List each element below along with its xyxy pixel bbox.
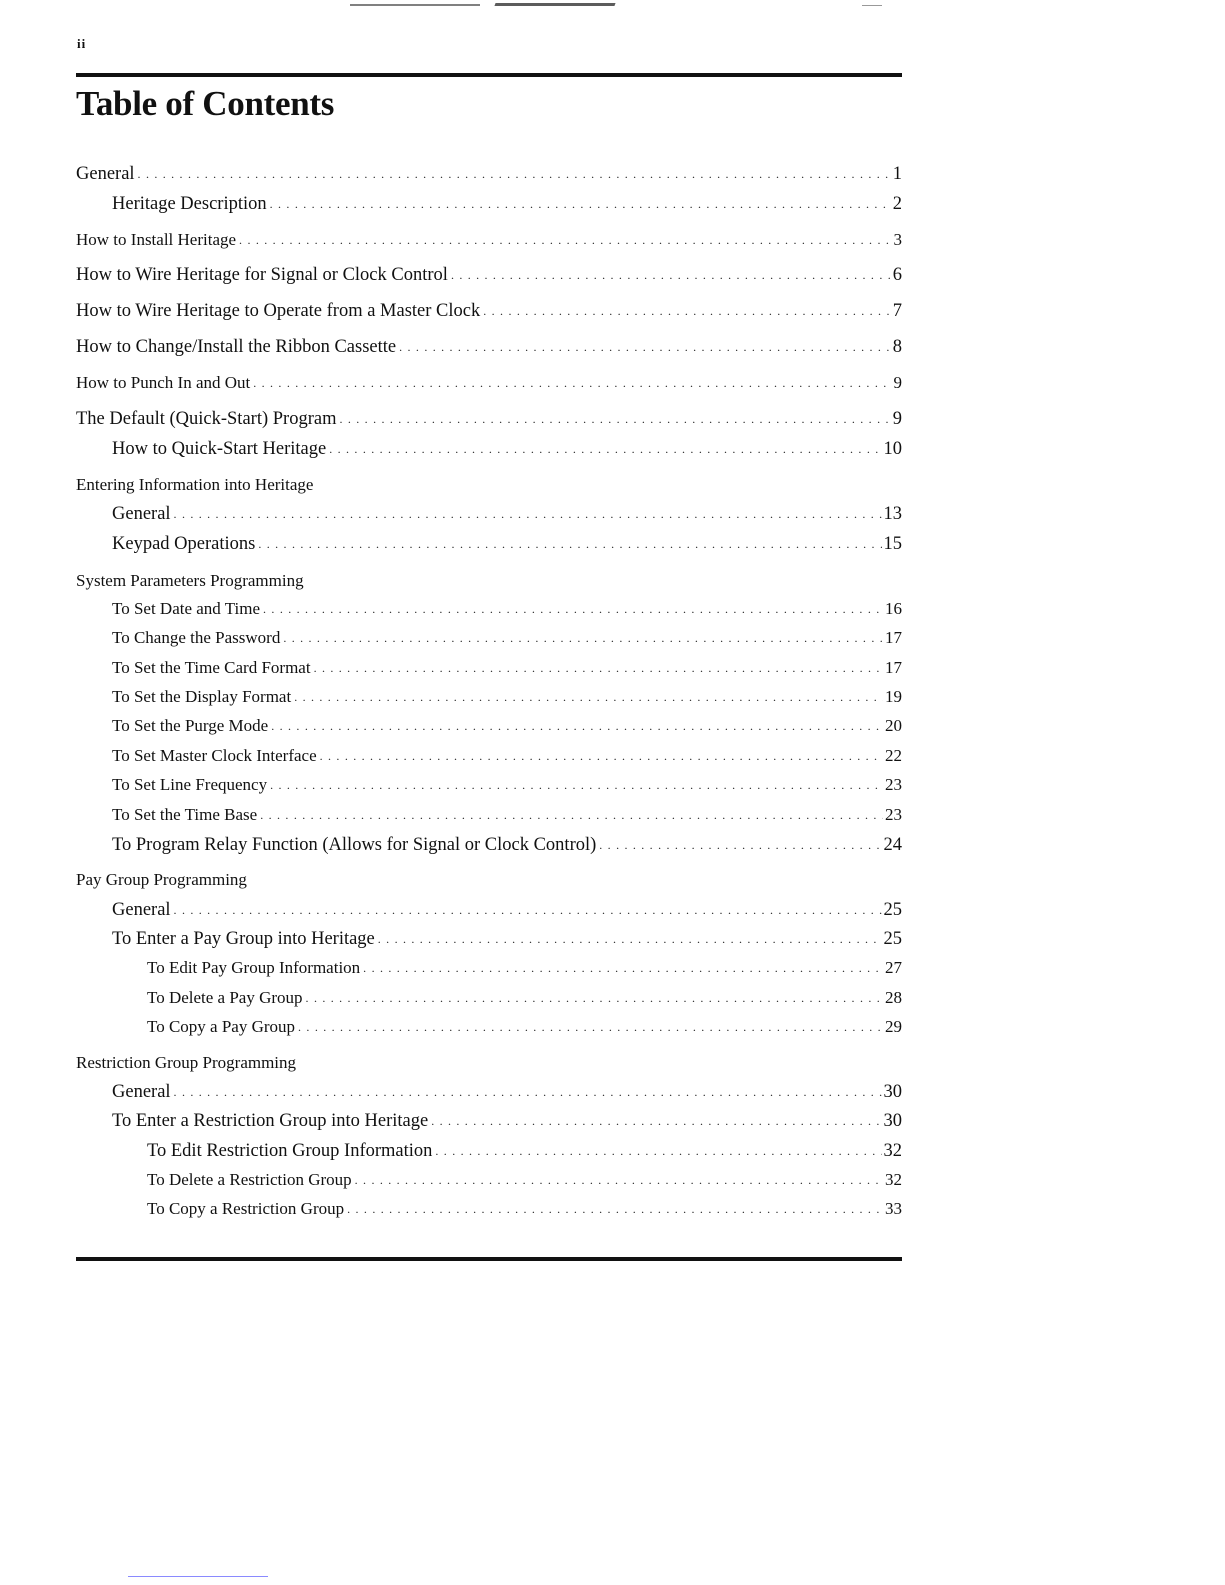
dot-leader — [599, 833, 881, 857]
toc-entry-purge[interactable] — [0, 714, 902, 738]
dot-leader — [339, 407, 890, 431]
toc-entry-label: To Set the Display Format — [112, 687, 292, 706]
dot-leader — [260, 803, 883, 827]
toc-entry-page: 20 — [885, 716, 902, 735]
dot-leader — [294, 685, 883, 709]
toc-entry-label: General — [112, 1082, 171, 1102]
dot-leader — [451, 263, 891, 287]
toc-entry-label: To Delete a Pay Group — [147, 988, 303, 1007]
dot-leader — [347, 1197, 883, 1221]
toc-entry-label: To Edit Pay Group Information — [147, 958, 361, 977]
toc-entry-page: 32 — [883, 1141, 902, 1161]
toc-entry-quick-start[interactable] — [0, 437, 902, 461]
toc-entry-page: 15 — [883, 534, 902, 554]
toc-section-heading-pay-group: Pay Group Programming — [76, 870, 247, 889]
toc-entry-page: 16 — [885, 599, 902, 618]
dot-leader — [258, 532, 881, 556]
toc-section-heading-restriction: Restriction Group Programming — [76, 1053, 297, 1072]
toc-entry-page: 19 — [885, 687, 902, 706]
toc-entry-label: To Enter a Restriction Group into Heritage — [112, 1111, 429, 1131]
toc-entry-pay-delete[interactable] — [0, 986, 902, 1010]
toc-entry-page: 22 — [885, 746, 902, 765]
toc-entry-label: To Set the Time Base — [112, 805, 258, 824]
toc-entry-page: 25 — [883, 900, 902, 920]
dot-leader — [320, 744, 883, 768]
top-rule — [76, 73, 902, 77]
dot-leader — [435, 1139, 881, 1163]
toc-entry-relay[interactable] — [0, 833, 902, 857]
scan-artifact — [494, 3, 615, 6]
toc-entry-page: 29 — [885, 1017, 902, 1036]
toc-entry-label: To Set Master Clock Interface — [112, 746, 317, 765]
toc-entry-page: 23 — [885, 805, 902, 824]
toc-entry-page: 24 — [883, 835, 902, 855]
dot-leader — [283, 626, 883, 650]
toc-entry-label: To Copy a Pay Group — [147, 1017, 296, 1036]
toc-entry-label: The Default (Quick-Start) Program — [76, 409, 337, 429]
toc-entry-wire-master[interactable] — [0, 299, 902, 323]
toc-entry-punch[interactable] — [0, 371, 902, 395]
toc-entry-pay-general[interactable] — [0, 898, 902, 922]
toc-entry-page: 7 — [892, 301, 902, 321]
dot-leader — [306, 986, 883, 1010]
toc-entry-page: 9 — [892, 409, 902, 429]
toc-entry-page: 23 — [885, 775, 902, 794]
toc-entry-master-clock[interactable] — [0, 744, 902, 768]
toc-entry-page: 30 — [883, 1111, 902, 1131]
dot-leader — [270, 773, 883, 797]
toc-entry-page: 25 — [883, 929, 902, 949]
toc-entry-restriction-edit[interactable] — [0, 1139, 902, 1163]
scan-artifact — [350, 4, 480, 6]
toc-section-heading-entering: Entering Information into Heritage — [76, 475, 314, 494]
toc-entry-label: How to Change/Install the Ribbon Cassette — [76, 337, 397, 357]
dot-leader — [363, 956, 883, 980]
toc-entry-label: How to Wire Heritage to Operate from a Master Clock — [76, 301, 481, 321]
dot-leader — [298, 1015, 883, 1039]
toc-entry-label: To Enter a Pay Group into Heritage — [112, 929, 375, 949]
toc-entry-pay-edit[interactable] — [0, 956, 902, 980]
dot-leader — [483, 299, 891, 323]
toc-entry-label: To Set the Purge Mode — [112, 716, 269, 735]
toc-entry-page: 30 — [883, 1082, 902, 1102]
toc-entry-date-time[interactable] — [0, 597, 902, 621]
toc-entry-restriction-copy[interactable] — [0, 1197, 902, 1221]
toc-entry-display[interactable] — [0, 685, 902, 709]
toc-entry-label: Keypad Operations — [112, 534, 256, 554]
toc-entry-label: To Program Relay Function (Allows for Signal or Clock Control) — [112, 835, 597, 855]
dot-leader — [431, 1109, 881, 1133]
toc-entry-label: How to Install Heritage — [76, 230, 237, 249]
toc-entry-restriction-enter[interactable] — [0, 1109, 902, 1133]
toc-entry-page: 28 — [885, 988, 902, 1007]
toc-entry-heritage-description[interactable] — [0, 192, 902, 216]
toc-entry-page: 32 — [885, 1170, 902, 1189]
dot-leader — [378, 927, 882, 951]
toc-entry-label: To Delete a Restriction Group — [147, 1170, 352, 1189]
toc-entry-label: General — [112, 900, 171, 920]
toc-entry-label: How to Punch In and Out — [76, 373, 251, 392]
toc-entry-label: To Set the Time Card Format — [112, 658, 311, 677]
toc-entry-label: To Edit Restriction Group Information — [147, 1141, 433, 1161]
toc-entry-page: 33 — [885, 1199, 902, 1218]
dot-leader — [174, 898, 882, 922]
toc-entry-time-base[interactable] — [0, 803, 902, 827]
page-number: ii — [77, 36, 87, 51]
toc-entry-label: General — [76, 164, 135, 184]
page-title: Table of Contents — [76, 84, 335, 123]
toc-entry-entering-general[interactable] — [0, 502, 902, 526]
toc-entry-page: 10 — [883, 439, 902, 459]
toc-entry-page: 9 — [893, 373, 902, 392]
toc-entry-label: Heritage Description — [112, 194, 267, 214]
toc-entry-page: 17 — [885, 658, 902, 677]
scan-artifact — [128, 1576, 268, 1577]
toc-entry-page: 1 — [892, 164, 902, 184]
toc-entry-label: To Set Line Frequency — [112, 775, 268, 794]
toc-entry-label: How to Quick-Start Heritage — [112, 439, 327, 459]
toc-entry-label: To Change the Password — [112, 628, 281, 647]
toc-entry-page: 2 — [892, 194, 902, 214]
dot-leader — [138, 162, 891, 186]
dot-leader — [239, 228, 891, 252]
toc-entry-restriction-general[interactable] — [0, 1080, 902, 1104]
toc-entry-password[interactable] — [0, 626, 902, 650]
toc-entry-default-program[interactable] — [0, 407, 902, 431]
toc-entry-label: To Set Date and Time — [112, 599, 261, 618]
dot-leader — [355, 1168, 883, 1192]
toc-entry-pay-enter[interactable] — [0, 927, 902, 951]
toc-entry-label: General — [112, 504, 171, 524]
dot-leader — [174, 1080, 882, 1104]
toc-entry-page: 17 — [885, 628, 902, 647]
toc-entry-page: 27 — [885, 958, 902, 977]
bottom-rule — [76, 1257, 902, 1261]
toc-entry-label: To Copy a Restriction Group — [147, 1199, 345, 1218]
toc-entry-general[interactable] — [0, 162, 902, 186]
dot-leader — [271, 714, 883, 738]
toc-entry-install[interactable] — [0, 228, 902, 252]
dot-leader — [263, 597, 883, 621]
dot-leader — [329, 437, 881, 461]
toc-entry-keypad[interactable] — [0, 532, 902, 556]
toc-entry-wire-signal[interactable] — [0, 263, 902, 287]
toc-entry-label: How to Wire Heritage for Signal or Clock Control — [76, 265, 448, 285]
toc-entry-ribbon[interactable] — [0, 335, 902, 359]
toc-section-heading-system: System Parameters Programming — [76, 571, 304, 590]
dot-leader — [270, 192, 891, 216]
toc-entry-page: 3 — [893, 230, 902, 249]
toc-entry-restriction-delete[interactable] — [0, 1168, 902, 1192]
dot-leader — [174, 502, 882, 526]
dot-leader — [253, 371, 891, 395]
dot-leader — [399, 335, 891, 359]
dot-leader — [314, 656, 883, 680]
toc-entry-page: 8 — [892, 337, 902, 357]
toc-entry-line-frequency[interactable] — [0, 773, 902, 797]
toc-entry-pay-copy[interactable] — [0, 1015, 902, 1039]
toc-entry-page: 6 — [892, 265, 902, 285]
toc-entry-page: 13 — [883, 504, 902, 524]
toc-entry-time-card[interactable] — [0, 656, 902, 680]
scan-artifact — [862, 5, 882, 6]
